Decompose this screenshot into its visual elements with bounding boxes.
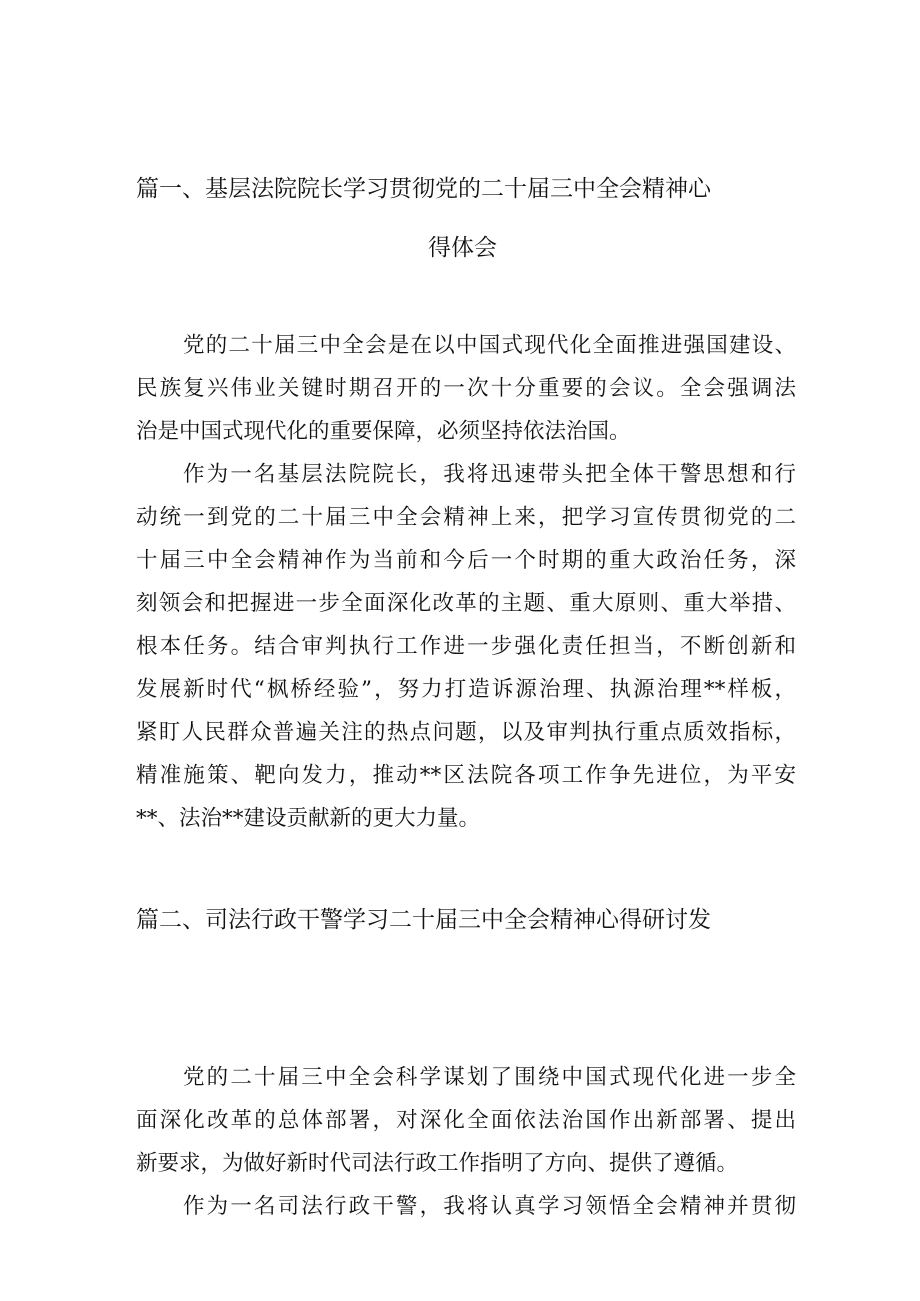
section1-paragraph-line: **、法治**建设贡献新的更大力量。 [136, 806, 481, 831]
section1-paragraph-line: 十届三中全会精神作为当前和今后一个时期的重大政治任务，深 [136, 548, 796, 573]
section2-paragraph-line: 作为一名司法行政干警，我将认真学习领悟全会精神并贯彻 [183, 1194, 796, 1219]
section2-paragraph-line: 党的二十届三中全会科学谋划了围绕中国式现代化进一步全 [183, 1065, 796, 1090]
section1-paragraph-line: 作为一名基层法院院长，我将迅速带头把全体干警思想和行 [183, 462, 796, 487]
section1-paragraph-line: 动统一到党的二十届三中全会精神上来，把学习宣传贯彻党的二 [136, 505, 796, 530]
section1-title-line1: 篇一、基层法院院长学习贯彻党的二十届三中全会精神心 [136, 176, 711, 202]
section1-paragraph-line: 紧盯人民群众普遍关注的热点问题，以及审判执行重点质效指标， [136, 720, 796, 745]
section1-paragraph-line: 发展新时代“枫桥经验”，努力打造诉源治理、执源治理**样板， [136, 677, 796, 702]
section1-paragraph-line: 民族复兴伟业关键时期召开的一次十分重要的会议。全会强调法 [136, 376, 796, 401]
section2-paragraph-line: 面深化改革的总体部署，对深化全面依法治国作出新部署、提出 [136, 1108, 796, 1133]
section2-paragraph-line: 新要求，为做好新时代司法行政工作指明了方向、提供了遵循。 [136, 1151, 739, 1176]
section1-paragraph-line: 党的二十届三中全会是在以中国式现代化全面推进强国建设、 [183, 333, 796, 358]
section1-paragraph-line: 精准施策、靶向发力，推动**区法院各项工作争先进位，为平安 [136, 763, 796, 788]
section1-paragraph-line: 治是中国式现代化的重要保障，必须坚持依法治国。 [136, 419, 631, 444]
section2-title: 篇二、司法行政干警学习二十届三中全会精神心得研讨发 [136, 907, 711, 933]
section1-paragraph-line: 根本任务。结合审判执行工作进一步强化责任担当，不断创新和 [136, 634, 796, 659]
section1-paragraph-line: 刻领会和把握进一步全面深化改革的主题、重大原则、重大举措、 [136, 591, 796, 616]
section1-title-line2: 得体会 [428, 235, 497, 261]
